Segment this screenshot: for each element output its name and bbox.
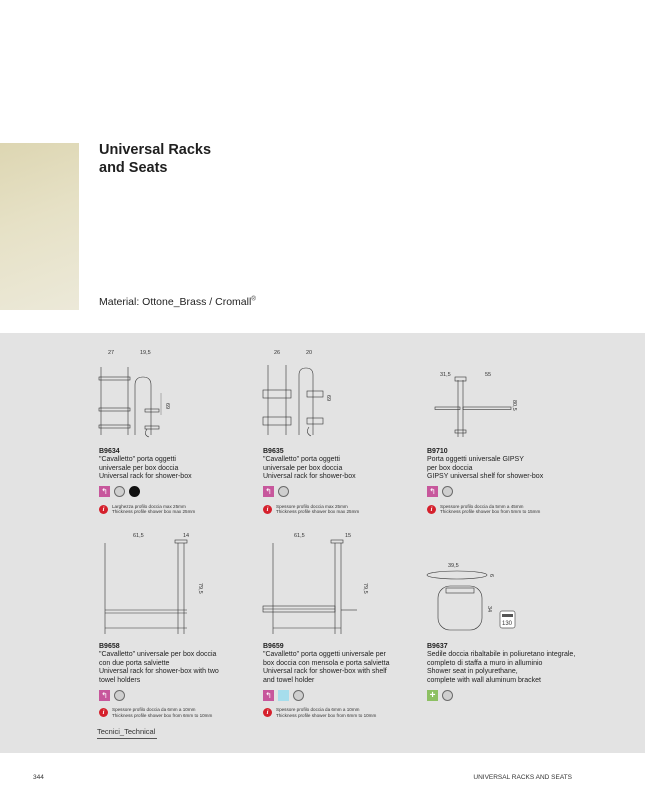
drawing-b9637 bbox=[420, 558, 520, 638]
dim-b9710-2: 55 bbox=[485, 372, 492, 378]
drawing-b9635 bbox=[257, 345, 337, 440]
dim-b9635-1: 26 bbox=[274, 350, 281, 356]
title-line-2: and Seats bbox=[99, 160, 168, 176]
dim-b9659-2: 15 bbox=[345, 533, 352, 539]
product-b9710 bbox=[427, 447, 583, 515]
product-description: "Cavalletto" porta oggetti universale per box doccia Universal rack for shower-box bbox=[263, 456, 356, 481]
product-code: B9659 bbox=[263, 643, 284, 650]
product-description: Porta oggetti universale GIPSY per box doccia GIPSY universal shelf for shower-box bbox=[427, 456, 544, 481]
profile-note: i Spessore profilo doccia max 25mm Thickness profile shower box max 25mm bbox=[263, 504, 419, 515]
dim-b9634-3: 69 bbox=[164, 403, 170, 410]
material-swatch bbox=[0, 143, 79, 310]
product-description: "Cavalletto" porta oggetti universale per box doccia con mensola e porta salvietta Universal rack for shower-box with shelf and towel holder bbox=[263, 651, 390, 684]
dim-b9634-2: 19,5 bbox=[140, 350, 151, 356]
dim-b9659-3: 79,5 bbox=[362, 583, 368, 594]
info-icon: i bbox=[427, 505, 436, 514]
black-finish-swatch bbox=[129, 486, 140, 497]
dim-b9637-2: 6 bbox=[488, 574, 494, 578]
chrome-finish-swatch bbox=[114, 690, 125, 701]
section-footer: UNIVERSAL RACKS AND SEATS bbox=[473, 774, 572, 781]
product-code: B9710 bbox=[427, 448, 448, 455]
product-b9634 bbox=[99, 447, 255, 515]
profile-note: i Spessore profilo doccia da 6mm a 10mm Thickness profile shower box from 6mm to 10mm bbox=[263, 707, 419, 718]
load-badge: 130 bbox=[502, 621, 513, 627]
profile-note: i Spessore profilo doccia da 5mm a 45mm Thickness profile shower box from 5mm to 15mm bbox=[427, 504, 583, 515]
page-number: 344 bbox=[33, 774, 44, 781]
drawing-b9658 bbox=[95, 528, 207, 638]
drawing-b9710 bbox=[425, 365, 520, 440]
product-b9635 bbox=[263, 447, 419, 515]
title-line-1: Universal Racks bbox=[99, 142, 212, 158]
dim-b9635-2: 20 bbox=[306, 350, 313, 356]
chrome-finish-swatch bbox=[293, 690, 304, 701]
product-description: "Cavalletto" porta oggetti universale per box doccia Universal rack for shower-box bbox=[99, 456, 192, 481]
ice-finish-swatch bbox=[278, 690, 289, 701]
finish-options bbox=[99, 486, 255, 498]
dim-b9637-1: 39,5 bbox=[448, 563, 459, 569]
product-description: Sedile doccia ribaltabile in poliuretano integrale, completo di staffa a muro in alluminio Shower seat in polyurethane, complete with wall aluminum bracket bbox=[427, 651, 576, 684]
finish-options bbox=[263, 486, 419, 498]
finish-options bbox=[427, 486, 583, 498]
finish-options bbox=[99, 689, 255, 701]
info-icon: i bbox=[99, 708, 108, 717]
drawing-b9659 bbox=[257, 528, 369, 638]
bath-icon: ↰ bbox=[99, 486, 110, 497]
profile-note: i Spessore profilo doccia da 6mm a 10mm Thickness profile shower box from 6mm to 10mm bbox=[99, 707, 255, 718]
bath-icon: ↰ bbox=[263, 690, 274, 701]
material-text: Material: Ottone_Brass / Cromall bbox=[99, 296, 252, 308]
info-icon: i bbox=[263, 708, 272, 717]
dim-b9710-1: 31,5 bbox=[440, 372, 451, 378]
dim-b9634-1: 27 bbox=[108, 350, 115, 356]
bath-icon: ↰ bbox=[263, 486, 274, 497]
drawing-b9634 bbox=[95, 345, 175, 440]
chrome-finish-swatch bbox=[442, 690, 453, 701]
material-label bbox=[99, 296, 256, 308]
technical-label: Tecnici_Technical bbox=[97, 727, 156, 736]
registered-mark: ® bbox=[251, 296, 256, 303]
profile-note: i Larghezza profilo doccia max 25mm Thickness profile shower box max 25mm bbox=[99, 504, 255, 515]
product-code: B9634 bbox=[99, 448, 120, 455]
dim-b9710-3: 80,5 bbox=[511, 400, 517, 411]
bath-icon: ↰ bbox=[99, 690, 110, 701]
page-title bbox=[99, 141, 211, 177]
info-icon: i bbox=[99, 505, 108, 514]
info-icon: i bbox=[263, 505, 272, 514]
product-code: B9658 bbox=[99, 643, 120, 650]
dim-b9637-3: 34 bbox=[486, 606, 492, 613]
chrome-finish-swatch bbox=[114, 486, 125, 497]
product-description: "Cavalletto" universale per box doccia con due porta salviette Universal rack for shower-box with two towel holders bbox=[99, 651, 219, 684]
dim-b9658-2: 14 bbox=[183, 533, 190, 539]
chrome-finish-swatch bbox=[442, 486, 453, 497]
finish-options bbox=[427, 689, 597, 701]
bath-icon: ↰ bbox=[427, 486, 438, 497]
product-b9637 bbox=[427, 642, 597, 701]
plus-icon: + bbox=[427, 690, 438, 701]
chrome-finish-swatch bbox=[278, 486, 289, 497]
finish-options bbox=[263, 689, 419, 701]
product-code: B9637 bbox=[427, 643, 448, 650]
dim-b9635-3: 69 bbox=[325, 395, 331, 402]
product-b9658 bbox=[99, 642, 255, 718]
dim-b9658-3: 79,5 bbox=[197, 583, 203, 594]
technical-underline bbox=[97, 738, 157, 739]
product-b9659 bbox=[263, 642, 419, 718]
dim-b9659-1: 61,5 bbox=[294, 533, 305, 539]
product-code: B9635 bbox=[263, 448, 284, 455]
dim-b9658-1: 61,5 bbox=[133, 533, 144, 539]
